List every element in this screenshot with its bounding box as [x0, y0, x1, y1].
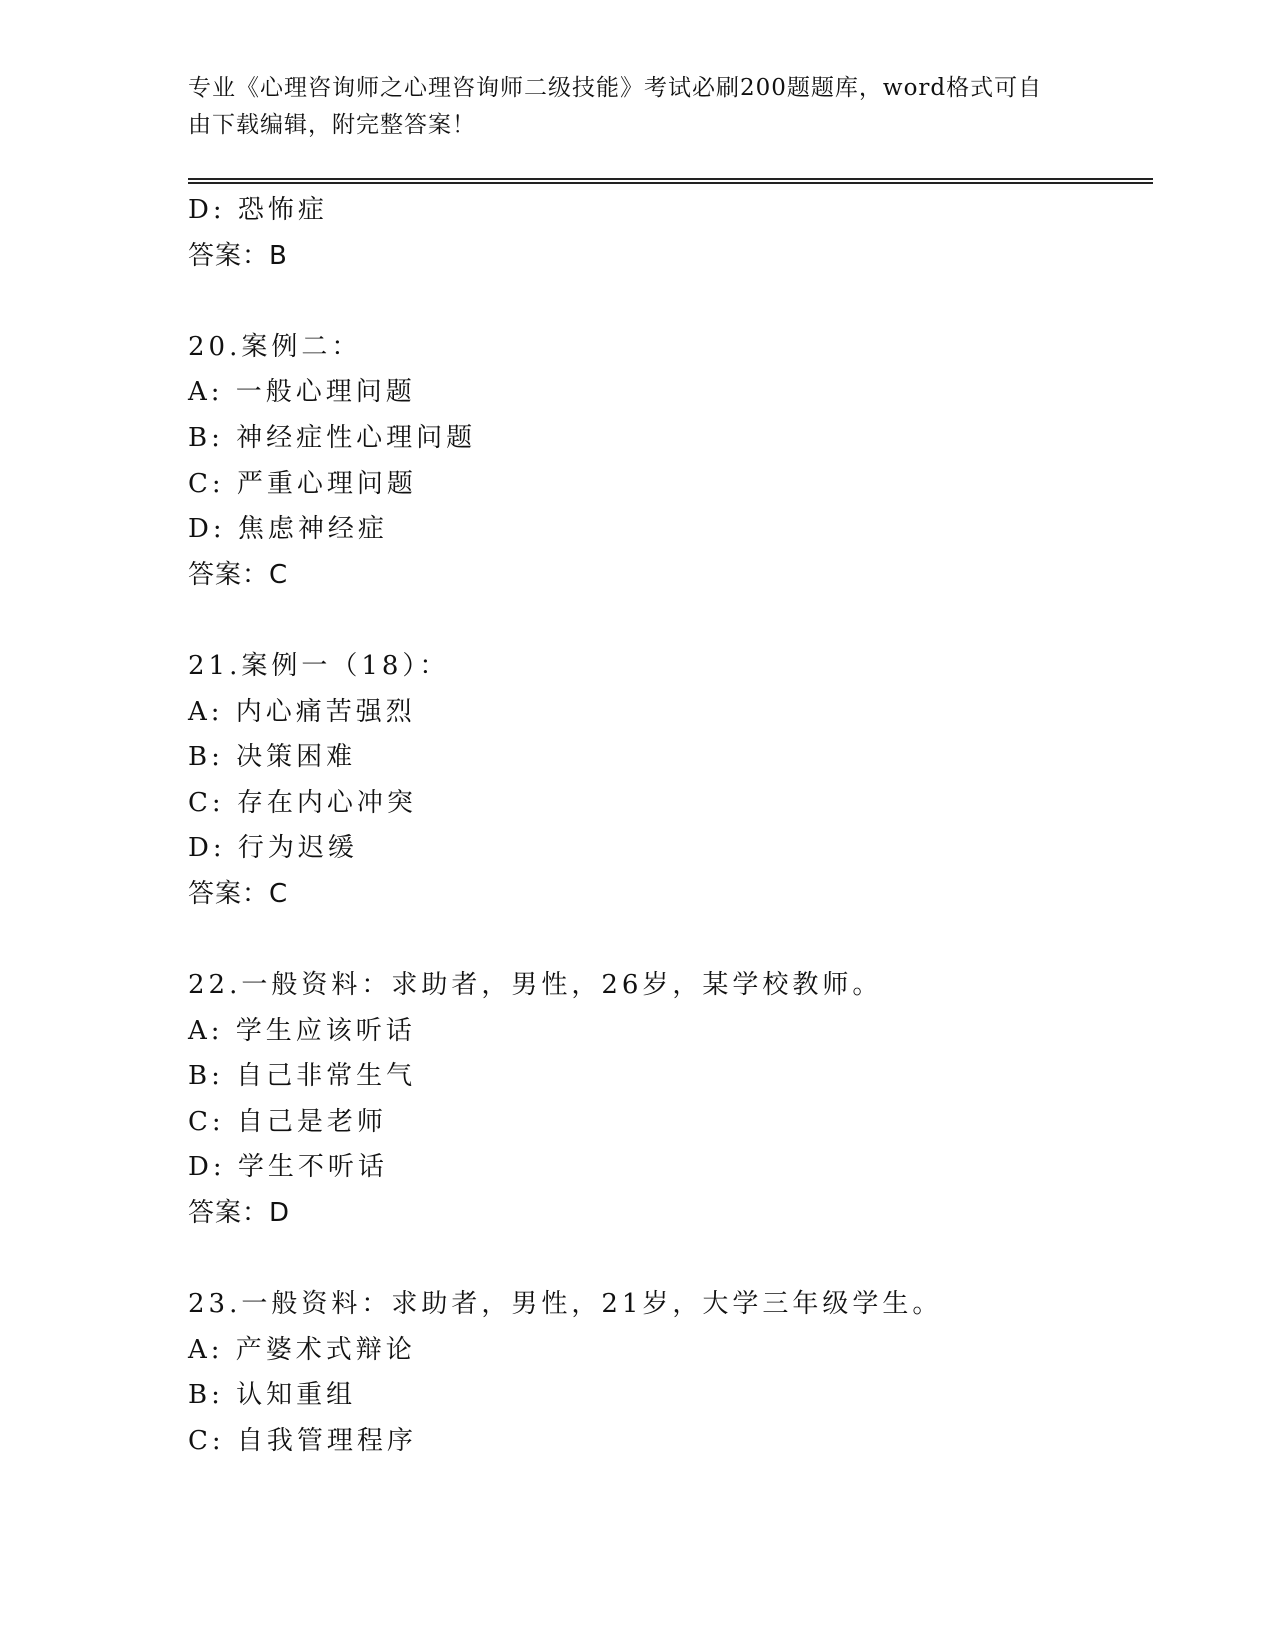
question-stem: 23.一般资料：求助者，男性，21岁，大学三年级学生。 [188, 1289, 943, 1320]
option-d: D: 行为迟缓 [188, 833, 358, 864]
option-b: B: 决策困难 [188, 742, 357, 773]
option-a: A: 学生应该听话 [188, 1015, 416, 1046]
option-c: C: 自我管理程序 [188, 1426, 417, 1457]
header-line-2: 由下载编辑，附完整答案！ [188, 112, 476, 138]
option-a: A: 产婆术式辩论 [188, 1334, 416, 1365]
question-stem: 21.案例一（18）： [188, 650, 450, 681]
header-divider [188, 178, 1153, 184]
option-b: B: 神经症性心理问题 [188, 422, 477, 453]
question-19-option-d: D: 恐怖症 [188, 195, 328, 225]
question-stem: 20.案例二： [188, 331, 362, 362]
option-b: B: 自己非常生气 [188, 1061, 417, 1092]
question-19-answer: 答案：B [188, 240, 288, 271]
option-c: C: 存在内心冲突 [188, 787, 417, 818]
answer: 答案：D [188, 1198, 291, 1229]
option-b: B: 认知重组 [188, 1380, 357, 1411]
question-20 [188, 325, 1153, 599]
option-a: A: 内心痛苦强烈 [188, 696, 416, 727]
question-23 [188, 1282, 1153, 1464]
question-22 [188, 963, 1153, 1237]
question-list [188, 188, 1153, 1465]
question-stem: 22.一般资料：求助者，男性，26岁，某学校教师。 [188, 970, 883, 1001]
answer: 答案：C [188, 559, 289, 590]
question-21 [188, 644, 1153, 918]
header-line-1: 专业《心理咨询师之心理咨询师二级技能》考试必刷200题题库，word格式可自 [188, 75, 1043, 101]
answer: 答案：C [188, 878, 289, 909]
document-header [188, 70, 1068, 144]
option-d: D: 学生不听话 [188, 1152, 388, 1183]
option-c: C: 自己是老师 [188, 1106, 387, 1137]
option-a: A: 一般心理问题 [188, 377, 416, 408]
option-d: D: 焦虑神经症 [188, 514, 388, 545]
option-c: C: 严重心理问题 [188, 468, 417, 499]
